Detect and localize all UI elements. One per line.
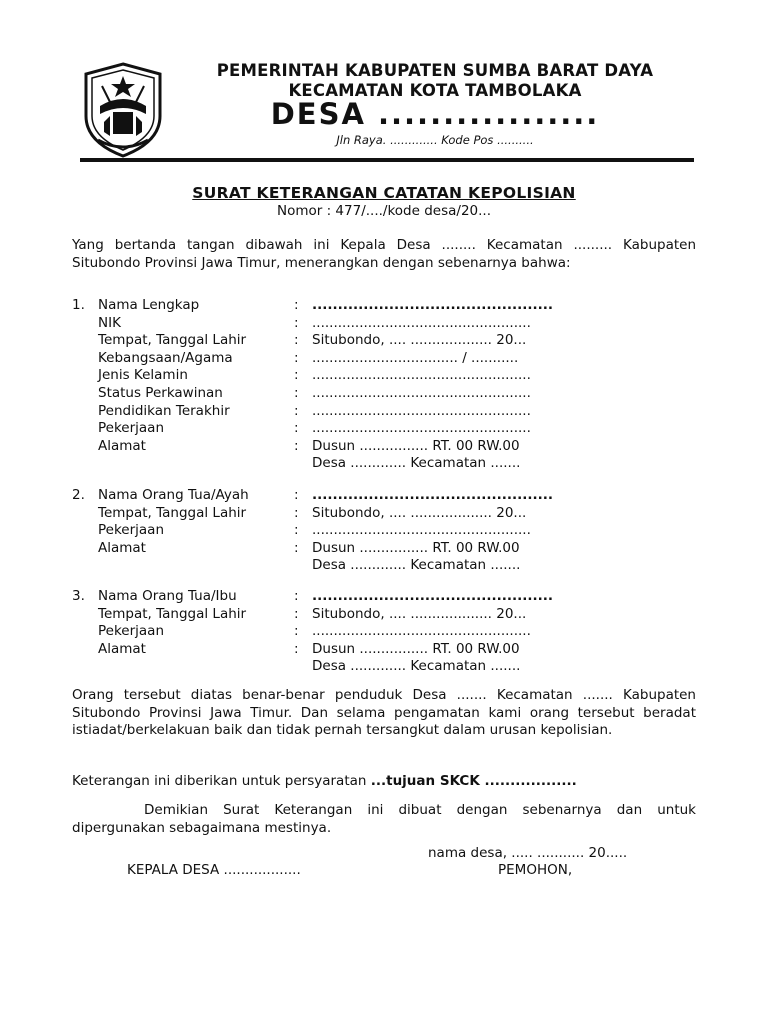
field-colon: : bbox=[294, 297, 299, 313]
field-value: .................................. / ........... bbox=[312, 349, 519, 366]
field-colon: : bbox=[294, 588, 299, 604]
regency-emblem-logo bbox=[80, 62, 166, 158]
field-label: Tempat, Tanggal Lahir bbox=[98, 605, 247, 622]
field-value: Situbondo, .... ................... 20... bbox=[312, 504, 527, 521]
field-label: NIK bbox=[98, 314, 121, 331]
field-value: ................................................... bbox=[312, 522, 531, 539]
field-colon: : bbox=[294, 314, 299, 331]
field-value: Desa ............. Kecamatan ....... bbox=[312, 658, 521, 675]
intro-paragraph: Yang bertanda tangan dibawah ini Kepala Desa ........ Kecamatan ......... Kabupaten Situbondo Provinsi Jawa Timur, menerangkan dengan sebenarnya bahwa: bbox=[72, 237, 696, 271]
place-date: nama desa, ..... ........... 20..... bbox=[428, 845, 628, 861]
field-colon: : bbox=[294, 437, 299, 454]
document-title: SURAT KETERANGAN CATATAN KEPOLISIAN bbox=[192, 184, 576, 202]
purpose-prefix: Keterangan ini diberikan untuk persyaratan bbox=[72, 773, 371, 789]
purpose-value: ...tujuan SKCK .................. bbox=[370, 773, 577, 789]
field-value: Desa ............. Kecamatan ....... bbox=[312, 455, 521, 472]
field-colon: : bbox=[294, 605, 299, 622]
field-colon: : bbox=[294, 487, 299, 503]
field-label: Pekerjaan bbox=[98, 522, 165, 539]
field-label: Pendidikan Terakhir bbox=[98, 402, 230, 419]
letterhead-village: DESA ................. bbox=[270, 97, 600, 131]
field-value: ................................................... bbox=[312, 623, 531, 640]
signer-applicant: PEMOHON, bbox=[498, 862, 573, 878]
field-value: ................................................... bbox=[312, 385, 531, 401]
letterhead-address: Jln Raya. ............. Kode Pos .......... bbox=[336, 133, 534, 147]
field-label: Status Perkawinan bbox=[98, 385, 223, 401]
field-colon: : bbox=[294, 420, 299, 437]
field-colon: : bbox=[294, 640, 299, 657]
letterhead-government: PEMERINTAH KABUPATEN SUMBA BARAT DAYA bbox=[216, 61, 654, 80]
field-value: Situbondo, .... ................... 20... bbox=[312, 605, 527, 622]
statement-paragraph: Orang tersebut diatas benar-benar penduduk Desa ....... Kecamatan ....... Kabupaten Situbondo Provinsi Jawa Timur. Dan selama pengamatan kami orang tersebut beradat istiadat/berkelakuan baik dan tidak pernah tersangkut dalam urusan kepolisian. bbox=[72, 687, 696, 738]
field-colon: : bbox=[294, 332, 299, 349]
field-colon: : bbox=[294, 402, 299, 419]
letterhead-divider bbox=[80, 158, 694, 162]
field-colon: : bbox=[294, 504, 299, 521]
field-colon: : bbox=[294, 349, 299, 366]
field-value: ............................................... bbox=[312, 588, 554, 604]
field-label: Tempat, Tanggal Lahir bbox=[98, 504, 247, 521]
field-label: Alamat bbox=[98, 539, 146, 556]
field-colon: : bbox=[294, 367, 299, 384]
field-colon: : bbox=[294, 385, 299, 401]
field-value: ................................................... bbox=[312, 314, 531, 331]
section-number: 3. bbox=[72, 588, 85, 604]
field-label: Jenis Kelamin bbox=[98, 367, 188, 384]
field-value: ............................................... bbox=[312, 487, 554, 503]
field-value: ................................................... bbox=[312, 367, 531, 384]
field-value: ................................................... bbox=[312, 402, 531, 419]
field-label: Pekerjaan bbox=[98, 623, 165, 640]
field-label: Nama Orang Tua/Ayah bbox=[98, 487, 249, 503]
field-value: Dusun ................ RT. 00 RW.00 bbox=[312, 437, 520, 454]
closing-paragraph: Demikian Surat Keterangan ini dibuat dengan sebenarnya dan untuk dipergunakan sebagaimana mestinya. bbox=[72, 802, 696, 836]
field-colon: : bbox=[294, 539, 299, 556]
field-value: Dusun ................ RT. 00 RW.00 bbox=[312, 640, 520, 657]
field-label: Nama Orang Tua/Ibu bbox=[98, 588, 237, 604]
field-value: ................................................... bbox=[312, 420, 531, 437]
field-label: Tempat, Tanggal Lahir bbox=[98, 332, 247, 349]
purpose-line bbox=[72, 773, 696, 791]
field-label: Kebangsaan/Agama bbox=[98, 349, 233, 366]
field-colon: : bbox=[294, 522, 299, 539]
field-label: Alamat bbox=[98, 437, 146, 454]
letterhead-district: KECAMATAN KOTA TAMBOLAKA bbox=[288, 81, 582, 100]
section-number: 1. bbox=[72, 297, 85, 313]
field-label: Nama Lengkap bbox=[98, 297, 200, 313]
field-label: Alamat bbox=[98, 640, 146, 657]
section-number: 2. bbox=[72, 487, 85, 503]
field-value: Desa ............. Kecamatan ....... bbox=[312, 557, 521, 574]
document-number: Nomor : 477/..../kode desa/20... bbox=[276, 203, 492, 219]
field-label: Pekerjaan bbox=[98, 420, 165, 437]
field-value: Situbondo, .... ................... 20... bbox=[312, 332, 527, 349]
field-value: ............................................... bbox=[312, 297, 554, 313]
field-value: Dusun ................ RT. 00 RW.00 bbox=[312, 539, 520, 556]
field-colon: : bbox=[294, 623, 299, 640]
signer-village-head: KEPALA DESA .................. bbox=[127, 862, 301, 878]
